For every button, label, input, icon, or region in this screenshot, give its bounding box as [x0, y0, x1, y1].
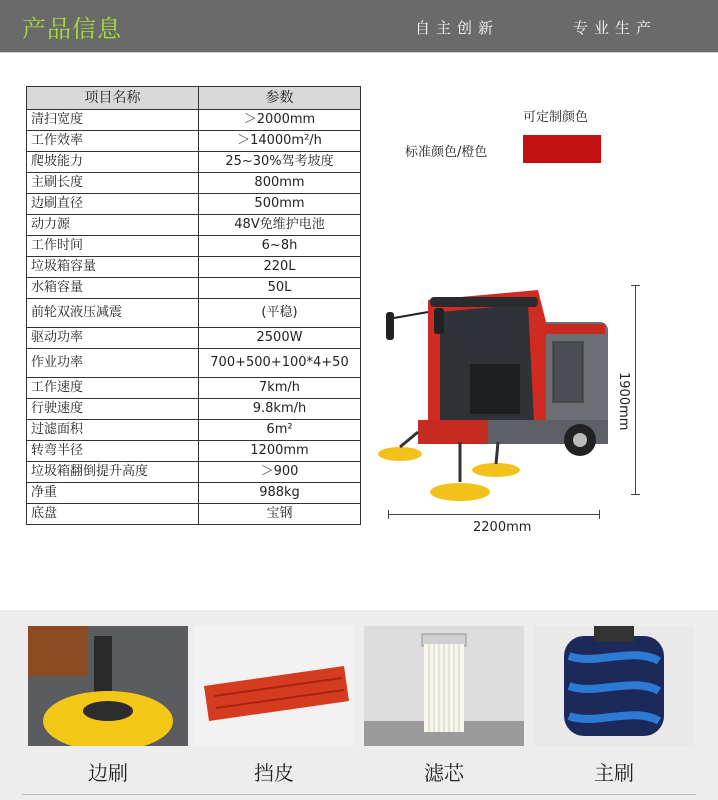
- height-dimension-line: [635, 285, 636, 495]
- header-divider: [0, 52, 718, 53]
- spec-name: 动力源: [27, 215, 199, 236]
- spec-value: 9.8km/h: [199, 399, 361, 420]
- spec-value: 宝钢: [199, 504, 361, 525]
- spec-value: 6~8h: [199, 236, 361, 257]
- spec-value: 988kg: [199, 483, 361, 504]
- column-header-name: 项目名称: [27, 87, 199, 110]
- table-row: [27, 420, 361, 441]
- rubber-skirt-photo: [194, 626, 354, 746]
- spec-table: [26, 86, 361, 525]
- part-label-side-brush: 边刷: [88, 761, 128, 785]
- part-label-rubber-skirt: 挡皮: [254, 761, 294, 785]
- table-header-row: [27, 87, 361, 110]
- filter-cartridge-photo: [364, 626, 524, 746]
- spec-name: 过滤面积: [27, 420, 199, 441]
- part-label-main-brush: 主刷: [594, 761, 634, 785]
- table-row: [27, 236, 361, 257]
- spec-value: 48V免维护电池: [199, 215, 361, 236]
- spec-value: 1200mm: [199, 441, 361, 462]
- spec-name: 驱动功率: [27, 328, 199, 349]
- standard-color-label: 标准颜色/橙色: [405, 145, 488, 160]
- spec-value: ＞14000m²/h: [199, 131, 361, 152]
- spec-name: 主刷长度: [27, 173, 199, 194]
- side-brush-photo: [28, 626, 188, 746]
- spec-name: 工作效率: [27, 131, 199, 152]
- table-row: [27, 131, 361, 152]
- custom-color-label: 可定制颜色: [523, 110, 589, 125]
- length-dimension: 2200mm: [473, 520, 532, 535]
- table-row: [27, 257, 361, 278]
- left-side-brush: [378, 447, 422, 461]
- table-row: [27, 462, 361, 483]
- spec-value: 700+500+100*4+50: [199, 349, 361, 378]
- spec-name: 垃圾箱容量: [27, 257, 199, 278]
- table-row: [27, 504, 361, 525]
- table-row: [27, 299, 361, 328]
- bottom-divider: [22, 794, 696, 795]
- table-row: [27, 399, 361, 420]
- table-row: [27, 349, 361, 378]
- slogan-right: 专业生产: [573, 19, 658, 37]
- spec-name: 工作时间: [27, 236, 199, 257]
- spec-value: 500mm: [199, 194, 361, 215]
- spec-name: 前轮双液压减震: [27, 299, 199, 328]
- front-side-brush: [430, 483, 490, 501]
- spec-value: ＞900: [199, 462, 361, 483]
- color-swatch: [523, 135, 601, 163]
- spec-name: 边刷直径: [27, 194, 199, 215]
- spec-value: 7km/h: [199, 378, 361, 399]
- spec-value: 2500W: [199, 328, 361, 349]
- sweeper-illustration: [378, 282, 618, 522]
- table-row: [27, 215, 361, 236]
- table-row: [27, 194, 361, 215]
- table-row: [27, 110, 361, 131]
- spec-name: 行驶速度: [27, 399, 199, 420]
- column-header-value: 参数: [199, 87, 361, 110]
- spec-name: 清扫宽度: [27, 110, 199, 131]
- table-row: [27, 483, 361, 504]
- right-side-brush: [472, 463, 520, 477]
- spec-value: 6m²: [199, 420, 361, 441]
- table-row: [27, 152, 361, 173]
- spec-name: 转弯半径: [27, 441, 199, 462]
- spec-value: (平稳): [199, 299, 361, 328]
- table-row: [27, 328, 361, 349]
- spec-value: ＞2000mm: [199, 110, 361, 131]
- spec-value: 25~30%驾考坡度: [199, 152, 361, 173]
- main-brush-photo: [534, 626, 694, 746]
- header-bar: [0, 0, 718, 52]
- spec-value: 220L: [199, 257, 361, 278]
- spec-value: 800mm: [199, 173, 361, 194]
- table-row: [27, 378, 361, 399]
- table-row: [27, 441, 361, 462]
- spec-name: 净重: [27, 483, 199, 504]
- spec-name: 工作速度: [27, 378, 199, 399]
- spec-name: 垃圾箱翻倒提升高度: [27, 462, 199, 483]
- table-row: [27, 278, 361, 299]
- length-dimension-line: [388, 514, 600, 515]
- part-label-filter: 滤芯: [424, 761, 464, 785]
- spec-name: 爬坡能力: [27, 152, 199, 173]
- spec-name: 水箱容量: [27, 278, 199, 299]
- page-title: 产品信息: [22, 15, 122, 43]
- slogan-left: 自主创新: [415, 19, 500, 37]
- height-dimension: 1900mm: [616, 372, 631, 431]
- table-row: [27, 173, 361, 194]
- spec-name: 底盘: [27, 504, 199, 525]
- spec-name: 作业功率: [27, 349, 199, 378]
- spec-value: 50L: [199, 278, 361, 299]
